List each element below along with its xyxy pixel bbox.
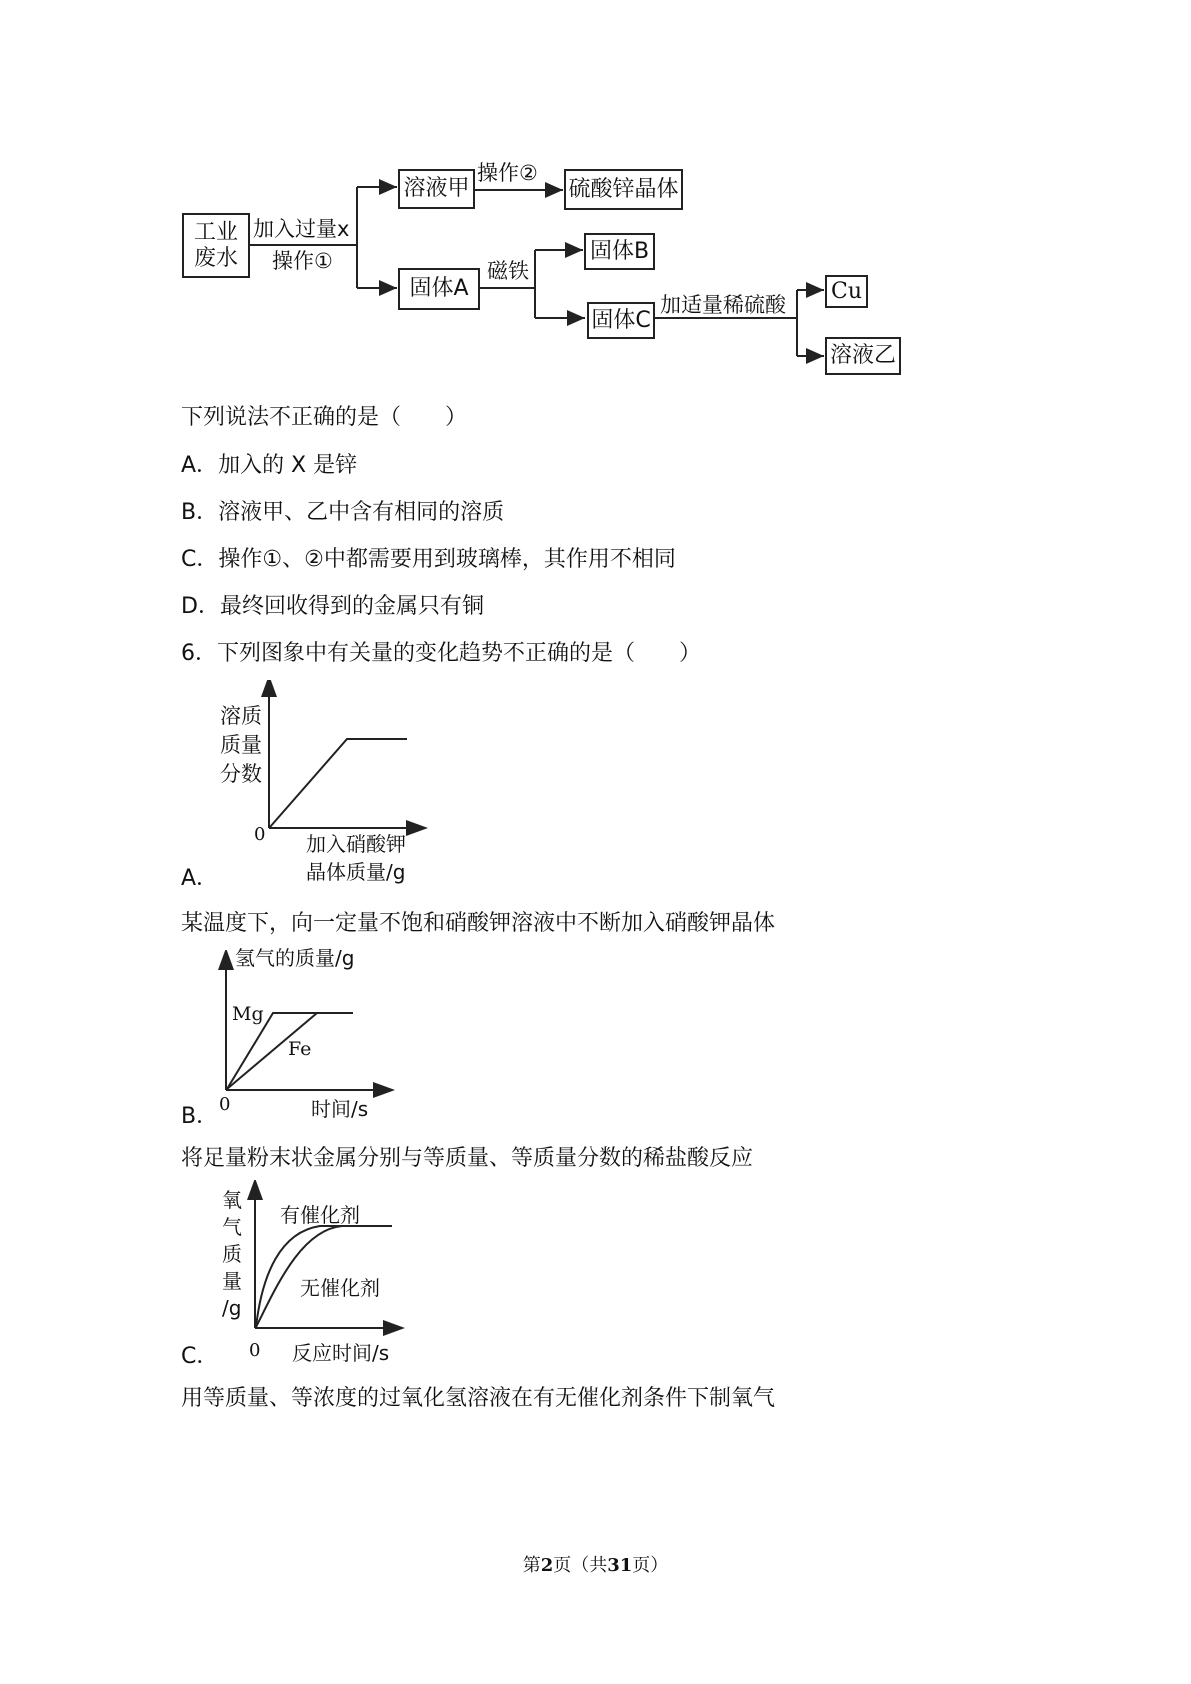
flow-box-solid-c: 固体C	[587, 302, 655, 339]
option-d[interactable]	[181, 592, 484, 622]
flow-box-solution-b: 溶液乙	[825, 337, 901, 375]
option-key: B．	[181, 500, 219, 525]
graph-c-y-label	[222, 1187, 242, 1322]
graph-c-caption: 用等质量、等浓度的过氧化氢溶液在有无催化剂条件下制氧气	[181, 1386, 776, 1411]
x-label-line: 晶体质量/g	[306, 860, 406, 884]
option-text: 最终回收得到的金属只有铜	[219, 594, 484, 619]
footer-suffix: 页）	[632, 1555, 669, 1576]
footer-total-pages: 31	[607, 1555, 633, 1576]
flow-box-solution-a: 溶液甲	[398, 169, 475, 209]
footer-page-number: 2	[540, 1555, 554, 1576]
y-label-line: 气	[222, 1215, 242, 1239]
graph-c-option-key: C．	[181, 1344, 219, 1369]
question-stem: 下列说法不正确的是（ ）	[181, 405, 468, 430]
graph-a-origin: 0	[254, 824, 266, 845]
x-label-line: 加入硝酸钾	[306, 832, 406, 856]
graph-b-x-label: 时间/s	[311, 1097, 369, 1121]
flow-label-op2: 操作②	[477, 161, 538, 185]
flow-box-line-1: 工业	[193, 219, 238, 245]
flow-box-zinc-sulfate-crystal: 硫酸锌晶体	[564, 169, 683, 210]
graph-c-x-label: 反应时间/s	[292, 1341, 390, 1365]
option-text: 溶液甲、乙中含有相同的溶质	[218, 500, 505, 525]
footer-middle: 页（共	[553, 1555, 608, 1576]
page-footer	[0, 1551, 1191, 1577]
question-stem: 6．下列图象中有关量的变化趋势不正确的是（ ）	[181, 641, 701, 666]
graph-a-option-key: A．	[181, 866, 219, 891]
flow-box-solid-b: 固体B	[584, 233, 655, 270]
graph-c-curve-no-catalyst-label: 无催化剂	[300, 1276, 380, 1300]
flow-label-dilute-acid: 加适量稀硫酸	[660, 293, 786, 317]
y-label-line: /g	[222, 1296, 242, 1320]
option-b[interactable]	[181, 498, 504, 528]
graph-a-y-label	[220, 702, 262, 789]
y-label-line: 溶质	[220, 704, 262, 728]
flow-box-solid-a: 固体A	[398, 268, 480, 310]
graph-b-origin: 0	[219, 1094, 231, 1115]
graph-a-caption: 某温度下，向一定量不饱和硝酸钾溶液中不断加入硝酸钾晶体	[181, 911, 776, 936]
flow-box-line-2: 废水	[193, 245, 238, 271]
y-label-line: 氧	[222, 1188, 242, 1212]
graph-b-plot	[200, 950, 400, 1100]
flow-box-cu: Cu	[825, 275, 868, 308]
graph-c-origin: 0	[249, 1340, 261, 1361]
flow-label-add-x: 加入过量x	[253, 217, 350, 241]
flow-box-industrial-wastewater	[182, 213, 250, 278]
option-key: A．	[181, 453, 219, 478]
y-label-line: 分数	[220, 762, 262, 786]
option-key: C．	[181, 547, 219, 572]
graph-b-y-label: 氢气的质量/g	[235, 946, 355, 970]
y-label-line: 质量	[220, 733, 262, 757]
graph-b-curve-mg-label: Mg	[232, 1003, 264, 1025]
option-text: 操作①、②中都需要用到玻璃棒，其作用不相同	[218, 547, 676, 572]
footer-prefix: 第	[522, 1555, 541, 1576]
graph-b-curve-fe-label: Fe	[288, 1038, 312, 1060]
graph-a-x-label	[306, 830, 406, 886]
y-label-line: 量	[222, 1269, 242, 1293]
graph-b-caption: 将足量粉末状金属分别与等质量、等质量分数的稀盐酸反应	[181, 1146, 754, 1171]
graph-b-option-key: B．	[181, 1104, 219, 1129]
option-a[interactable]	[181, 451, 357, 481]
option-c[interactable]	[181, 545, 676, 575]
y-label-line: 质	[222, 1242, 242, 1266]
flow-label-magnet: 磁铁	[487, 259, 529, 283]
graph-a-curve	[270, 739, 407, 827]
graph-c-curve-catalyst-label: 有催化剂	[280, 1203, 360, 1227]
option-text: 加入的 X 是锌	[218, 453, 358, 478]
flow-label-op1: 操作①	[272, 249, 333, 273]
option-key: D．	[181, 594, 220, 619]
